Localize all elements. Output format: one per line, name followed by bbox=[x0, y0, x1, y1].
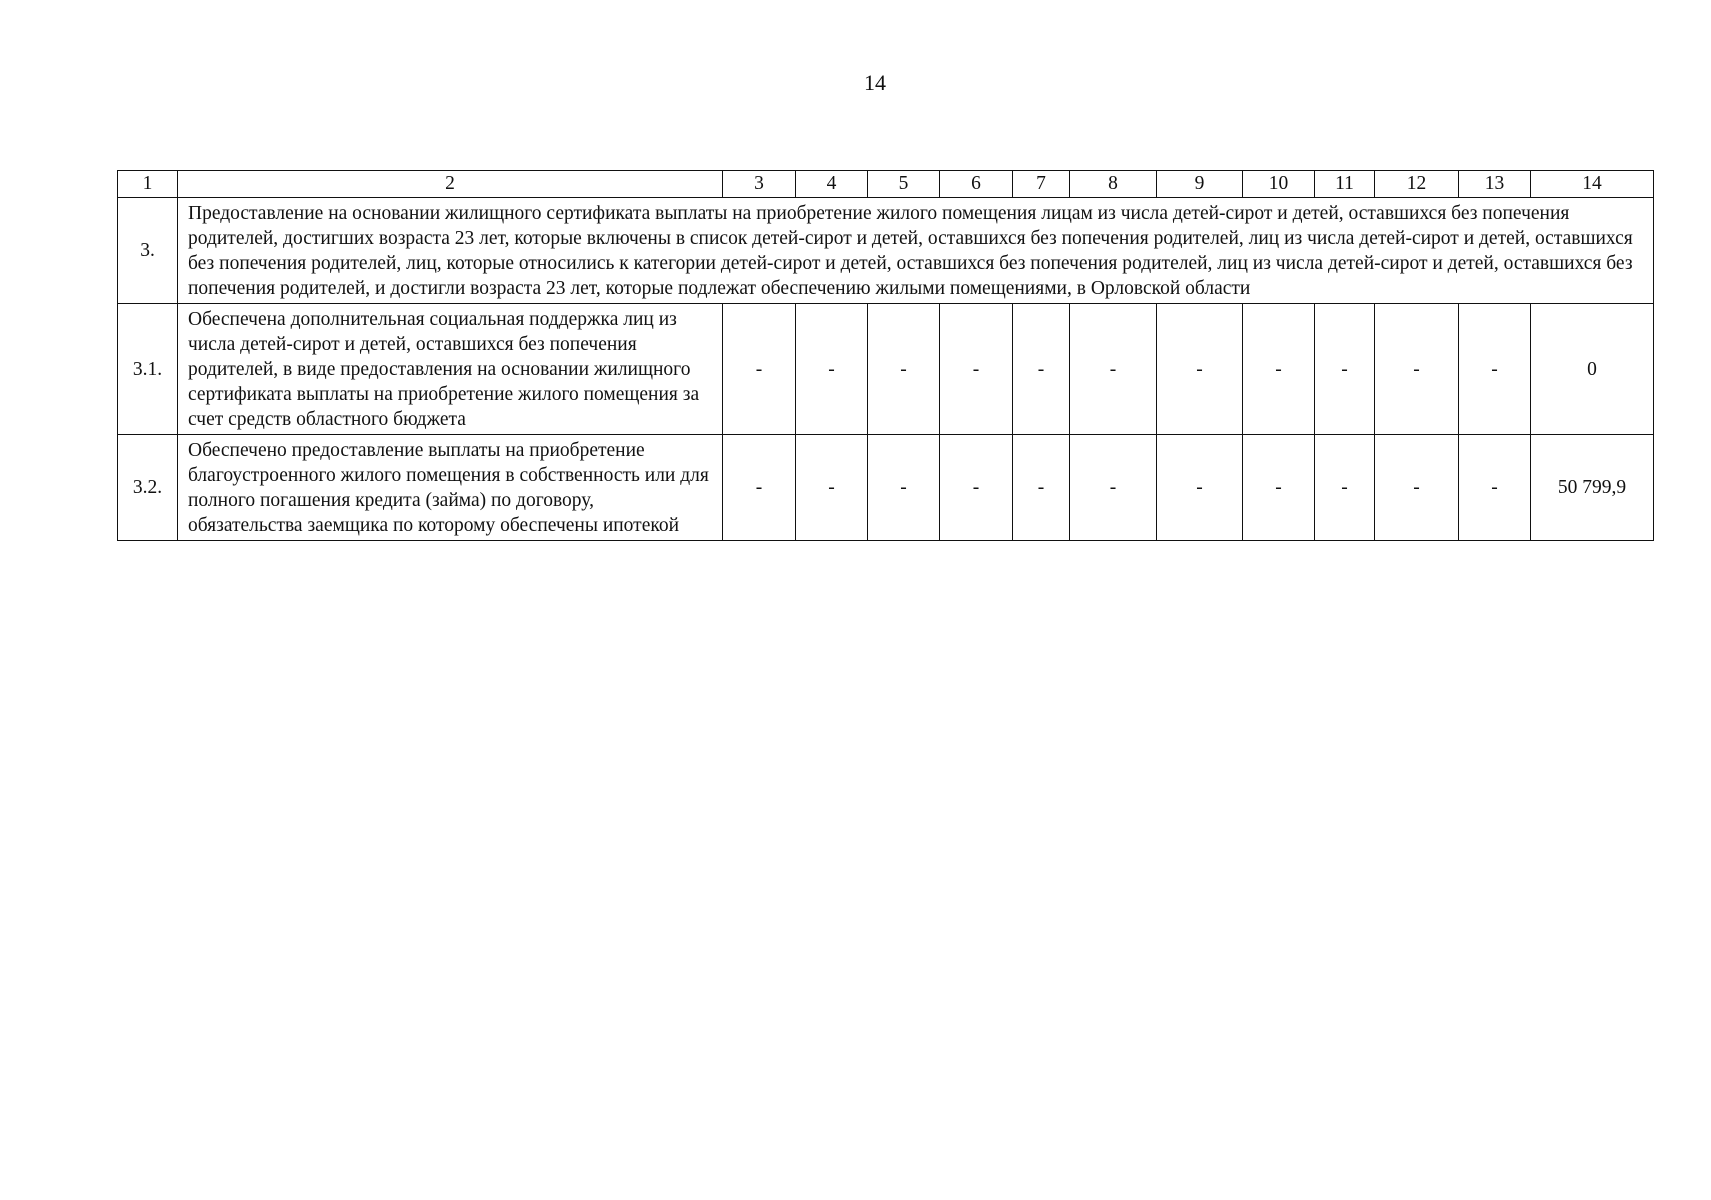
value-cell: - bbox=[723, 435, 796, 541]
value-cell: - bbox=[1459, 304, 1531, 435]
value-cell: - bbox=[868, 304, 940, 435]
total-value-cell: 50 799,9 bbox=[1531, 435, 1654, 541]
header-cell: 14 bbox=[1531, 171, 1654, 198]
total-value-cell: 0 bbox=[1531, 304, 1654, 435]
value-cell: - bbox=[940, 304, 1013, 435]
value-cell: - bbox=[1070, 435, 1157, 541]
table-header-row bbox=[118, 171, 1654, 198]
header-cell: 2 bbox=[178, 171, 723, 198]
header-cell: 9 bbox=[1157, 171, 1243, 198]
value-cell: - bbox=[1243, 304, 1315, 435]
header-cell: 12 bbox=[1375, 171, 1459, 198]
row-number: 3.1. bbox=[118, 304, 178, 435]
header-cell: 6 bbox=[940, 171, 1013, 198]
value-cell: - bbox=[940, 435, 1013, 541]
row-description: Обеспечено предоставление выплаты на приобретение благоустроенного жилого помещения в собственность или для полного погашения кредита (займа) по договору, обязательства заемщика по которому обеспечены ипотекой bbox=[178, 435, 723, 541]
header-cell: 5 bbox=[868, 171, 940, 198]
value-cell: - bbox=[1375, 304, 1459, 435]
value-cell: - bbox=[796, 304, 868, 435]
table-row bbox=[118, 304, 1654, 435]
value-cell: - bbox=[1070, 304, 1157, 435]
header-cell: 10 bbox=[1243, 171, 1315, 198]
header-cell: 1 bbox=[118, 171, 178, 198]
table-row bbox=[118, 435, 1654, 541]
section-row bbox=[118, 198, 1654, 304]
value-cell: - bbox=[1375, 435, 1459, 541]
header-cell: 13 bbox=[1459, 171, 1531, 198]
value-cell: - bbox=[723, 304, 796, 435]
header-cell: 7 bbox=[1013, 171, 1070, 198]
value-cell: - bbox=[796, 435, 868, 541]
row-number: 3.2. bbox=[118, 435, 178, 541]
row-description: Обеспечена дополнительная социальная поддержка лиц из числа детей-сирот и детей, оставшихся без попечения родителей, в виде предоставления на основании жилищного сертификата выплаты на приобретение жилого помещения за счет средств областного бюджета bbox=[178, 304, 723, 435]
value-cell: - bbox=[1243, 435, 1315, 541]
page-number: 14 bbox=[864, 70, 886, 95]
header-cell: 4 bbox=[796, 171, 868, 198]
header-cell: 3 bbox=[723, 171, 796, 198]
value-cell: - bbox=[1013, 304, 1070, 435]
value-cell: - bbox=[1157, 304, 1243, 435]
value-cell: - bbox=[1315, 435, 1375, 541]
value-cell: - bbox=[868, 435, 940, 541]
value-cell: - bbox=[1315, 304, 1375, 435]
header-cell: 8 bbox=[1070, 171, 1157, 198]
program-table bbox=[117, 170, 1654, 541]
section-number: 3. bbox=[118, 198, 178, 304]
header-cell: 11 bbox=[1315, 171, 1375, 198]
value-cell: - bbox=[1459, 435, 1531, 541]
value-cell: - bbox=[1157, 435, 1243, 541]
value-cell: - bbox=[1013, 435, 1070, 541]
section-title: Предоставление на основании жилищного сертификата выплаты на приобретение жилого помещения лицам из числа детей-сирот и детей, оставшихся без попечения родителей, достигших возраста 23 лет, которые включены в список детей-сирот и детей, оставшихся без попечения родителей, лиц из числа детей-сирот и детей, оставшихся без попечения родителей, лиц, которые относились к категории детей-сирот и детей, оставшихся без попечения родителей, лиц из числа детей-сирот и детей, оставшихся без попечения родителей, и достигли возраста 23 лет, которые подлежат обеспечению жилыми помещениями, в Орловской области bbox=[178, 198, 1654, 304]
